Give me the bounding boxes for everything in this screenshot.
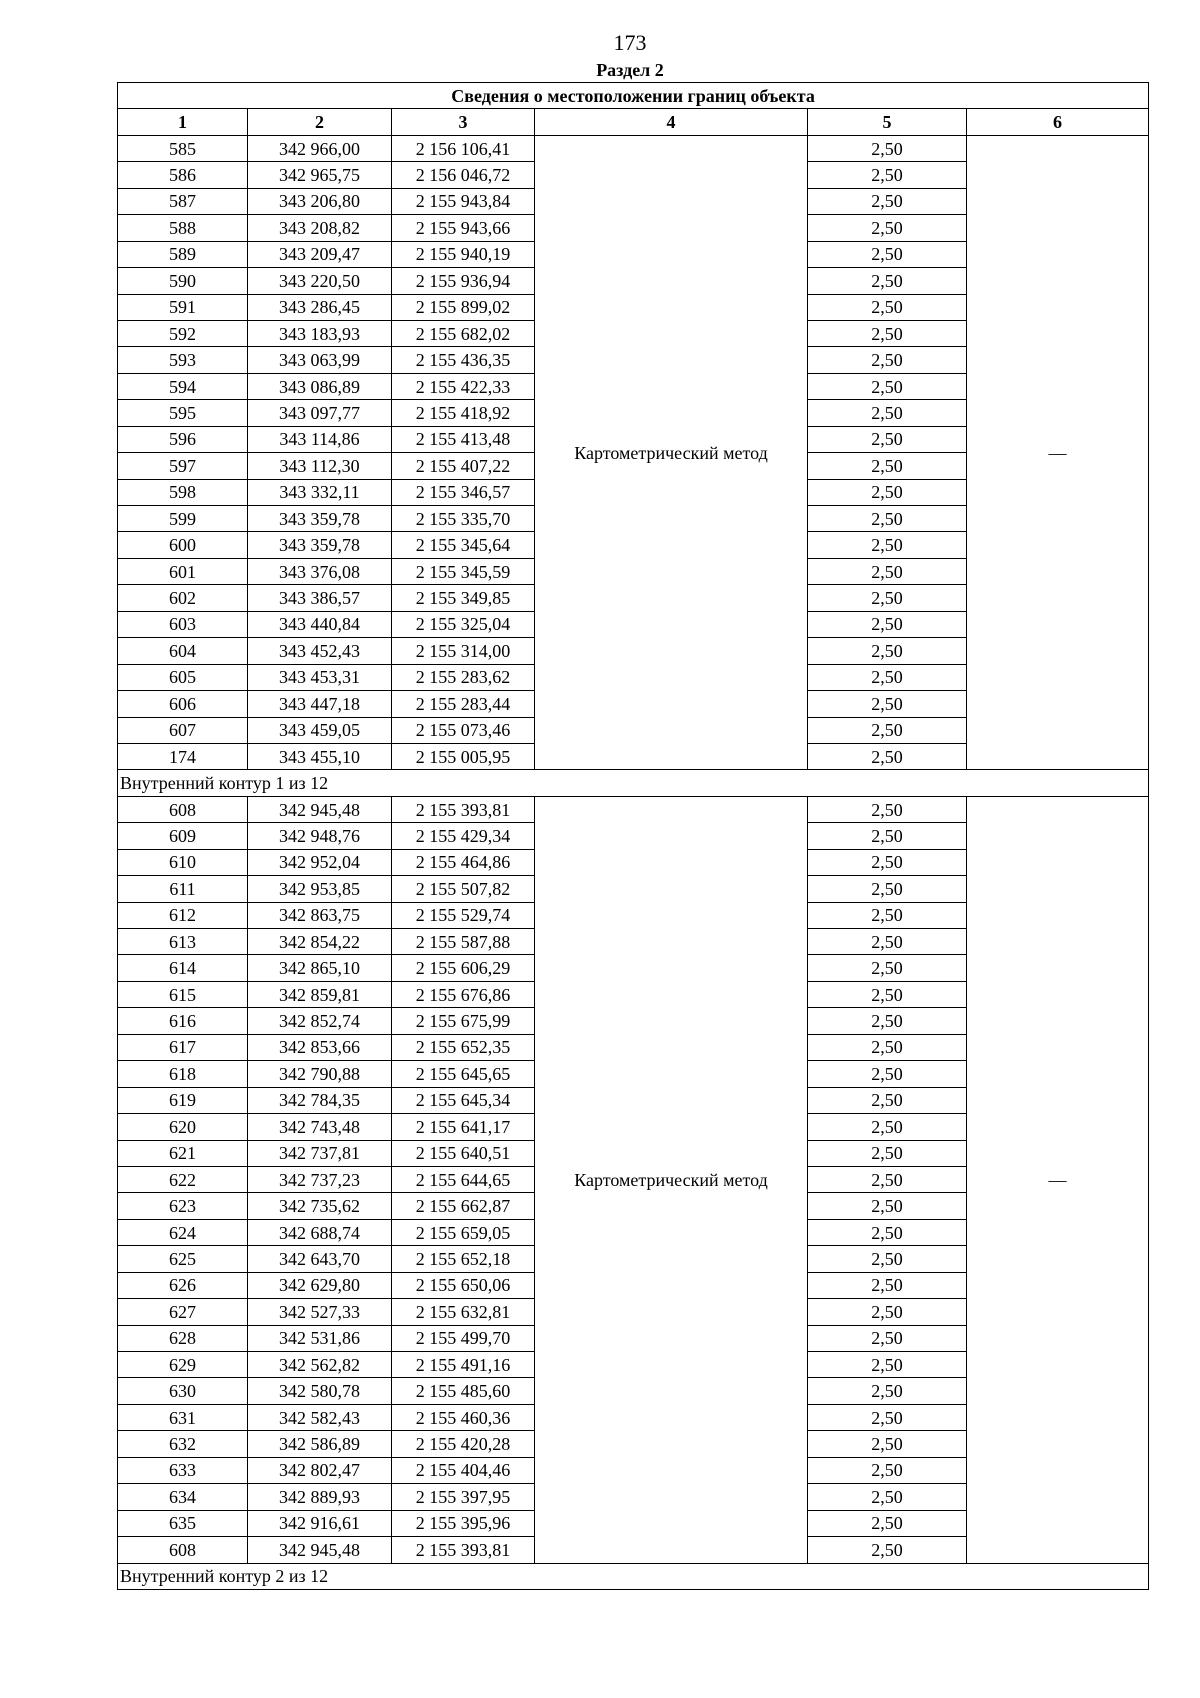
x-coordinate-cell: 342 580,78 [248, 1378, 392, 1404]
y-coordinate-cell: 2 155 345,64 [392, 532, 535, 558]
y-coordinate-cell: 2 155 652,18 [392, 1246, 535, 1272]
point-number-cell: 625 [118, 1246, 248, 1272]
y-coordinate-cell: 2 155 464,86 [392, 849, 535, 875]
y-coordinate-cell: 2 155 073,46 [392, 717, 535, 743]
column-header-row [118, 109, 1149, 135]
y-coordinate-cell: 2 155 404,46 [392, 1457, 535, 1483]
point-number-cell: 610 [118, 849, 248, 875]
point-number-cell: 599 [118, 506, 248, 532]
y-coordinate-cell: 2 155 587,88 [392, 929, 535, 955]
y-coordinate-cell: 2 155 652,35 [392, 1034, 535, 1060]
point-number-cell: 586 [118, 162, 248, 188]
accuracy-cell: 2,50 [808, 1193, 967, 1219]
point-number-cell: 620 [118, 1114, 248, 1140]
point-number-cell: 589 [118, 241, 248, 267]
table-body [118, 135, 1149, 1589]
accuracy-cell: 2,50 [808, 558, 967, 584]
x-coordinate-cell: 342 643,70 [248, 1246, 392, 1272]
column-header: 1 [118, 109, 248, 135]
contour-label-row [118, 1563, 1149, 1589]
y-coordinate-cell: 2 155 460,36 [392, 1404, 535, 1430]
y-coordinate-cell: 2 155 422,33 [392, 373, 535, 399]
y-coordinate-cell: 2 155 632,81 [392, 1299, 535, 1325]
point-number-cell: 604 [118, 638, 248, 664]
x-coordinate-cell: 342 945,48 [248, 1537, 392, 1563]
accuracy-cell: 2,50 [808, 294, 967, 320]
y-coordinate-cell: 2 156 046,72 [392, 162, 535, 188]
accuracy-cell: 2,50 [808, 1087, 967, 1113]
accuracy-cell: 2,50 [808, 743, 967, 769]
accuracy-cell: 2,50 [808, 426, 967, 452]
y-coordinate-cell: 2 155 640,51 [392, 1140, 535, 1166]
accuracy-cell: 2,50 [808, 1299, 967, 1325]
x-coordinate-cell: 343 447,18 [248, 691, 392, 717]
point-number-cell: 594 [118, 373, 248, 399]
y-coordinate-cell: 2 155 682,02 [392, 320, 535, 346]
accuracy-cell: 2,50 [808, 796, 967, 822]
y-coordinate-cell: 2 155 283,44 [392, 691, 535, 717]
point-number-cell: 587 [118, 188, 248, 214]
accuracy-cell: 2,50 [808, 1484, 967, 1510]
accuracy-cell: 2,50 [808, 1061, 967, 1087]
y-coordinate-cell: 2 155 325,04 [392, 611, 535, 637]
x-coordinate-cell: 342 863,75 [248, 902, 392, 928]
point-number-cell: 595 [118, 400, 248, 426]
y-coordinate-cell: 2 155 314,00 [392, 638, 535, 664]
y-coordinate-cell: 2 155 606,29 [392, 955, 535, 981]
y-coordinate-cell: 2 155 420,28 [392, 1431, 535, 1457]
contour-label-row [118, 770, 1149, 796]
column-header: 4 [535, 109, 808, 135]
x-coordinate-cell: 342 916,61 [248, 1510, 392, 1536]
table-row [118, 135, 1149, 161]
point-number-cell: 631 [118, 1404, 248, 1430]
y-coordinate-cell: 2 155 645,34 [392, 1087, 535, 1113]
accuracy-cell: 2,50 [808, 585, 967, 611]
x-coordinate-cell: 343 359,78 [248, 532, 392, 558]
column-header: 6 [967, 109, 1149, 135]
point-number-cell: 616 [118, 1008, 248, 1034]
accuracy-cell: 2,50 [808, 611, 967, 637]
column-header: 2 [248, 109, 392, 135]
x-coordinate-cell: 343 453,31 [248, 664, 392, 690]
accuracy-cell: 2,50 [808, 1140, 967, 1166]
y-coordinate-cell: 2 155 499,70 [392, 1325, 535, 1351]
x-coordinate-cell: 343 097,77 [248, 400, 392, 426]
point-number-cell: 596 [118, 426, 248, 452]
point-number-cell: 619 [118, 1087, 248, 1113]
accuracy-cell: 2,50 [808, 241, 967, 267]
point-number-cell: 634 [118, 1484, 248, 1510]
accuracy-cell: 2,50 [808, 1008, 967, 1034]
accuracy-cell: 2,50 [808, 1404, 967, 1430]
accuracy-cell: 2,50 [808, 1537, 967, 1563]
point-number-cell: 603 [118, 611, 248, 637]
accuracy-cell: 2,50 [808, 532, 967, 558]
accuracy-cell: 2,50 [808, 506, 967, 532]
x-coordinate-cell: 342 889,93 [248, 1484, 392, 1510]
accuracy-cell: 2,50 [808, 373, 967, 399]
x-coordinate-cell: 342 802,47 [248, 1457, 392, 1483]
accuracy-cell: 2,50 [808, 453, 967, 479]
point-number-cell: 590 [118, 268, 248, 294]
y-coordinate-cell: 2 155 349,85 [392, 585, 535, 611]
y-coordinate-cell: 2 155 491,16 [392, 1352, 535, 1378]
y-coordinate-cell: 2 155 662,87 [392, 1193, 535, 1219]
accuracy-cell: 2,50 [808, 955, 967, 981]
point-number-cell: 601 [118, 558, 248, 584]
point-number-cell: 609 [118, 823, 248, 849]
x-coordinate-cell: 343 209,47 [248, 241, 392, 267]
point-number-cell: 591 [118, 294, 248, 320]
accuracy-cell: 2,50 [808, 1272, 967, 1298]
x-coordinate-cell: 342 737,81 [248, 1140, 392, 1166]
x-coordinate-cell: 343 208,82 [248, 215, 392, 241]
y-coordinate-cell: 2 155 659,05 [392, 1219, 535, 1245]
point-number-cell: 174 [118, 743, 248, 769]
column-header: 3 [392, 109, 535, 135]
x-coordinate-cell: 343 452,43 [248, 638, 392, 664]
y-coordinate-cell: 2 155 429,34 [392, 823, 535, 849]
accuracy-cell: 2,50 [808, 664, 967, 690]
point-number-cell: 585 [118, 135, 248, 161]
accuracy-cell: 2,50 [808, 1034, 967, 1060]
x-coordinate-cell: 342 629,80 [248, 1272, 392, 1298]
point-number-cell: 598 [118, 479, 248, 505]
accuracy-cell: 2,50 [808, 1352, 967, 1378]
point-number-cell: 607 [118, 717, 248, 743]
accuracy-cell: 2,50 [808, 1378, 967, 1404]
x-coordinate-cell: 342 853,66 [248, 1034, 392, 1060]
point-number-cell: 622 [118, 1166, 248, 1192]
accuracy-cell: 2,50 [808, 400, 967, 426]
point-number-cell: 608 [118, 796, 248, 822]
y-coordinate-cell: 2 155 936,94 [392, 268, 535, 294]
y-coordinate-cell: 2 155 675,99 [392, 1008, 535, 1034]
accuracy-cell: 2,50 [808, 1219, 967, 1245]
point-number-cell: 617 [118, 1034, 248, 1060]
point-number-cell: 597 [118, 453, 248, 479]
y-coordinate-cell: 2 155 393,81 [392, 796, 535, 822]
x-coordinate-cell: 343 332,11 [248, 479, 392, 505]
y-coordinate-cell: 2 155 676,86 [392, 981, 535, 1007]
accuracy-cell: 2,50 [808, 347, 967, 373]
method-cell: Картометрический метод [535, 135, 808, 770]
point-number-cell: 605 [118, 664, 248, 690]
point-number-cell: 627 [118, 1299, 248, 1325]
x-coordinate-cell: 342 743,48 [248, 1114, 392, 1140]
description-cell: — [967, 135, 1149, 770]
point-number-cell: 608 [118, 1537, 248, 1563]
description-cell: — [967, 796, 1149, 1563]
x-coordinate-cell: 342 527,33 [248, 1299, 392, 1325]
y-coordinate-cell: 2 155 005,95 [392, 743, 535, 769]
accuracy-cell: 2,50 [808, 1246, 967, 1272]
accuracy-cell: 2,50 [808, 1325, 967, 1351]
point-number-cell: 628 [118, 1325, 248, 1351]
x-coordinate-cell: 342 965,75 [248, 162, 392, 188]
point-number-cell: 632 [118, 1431, 248, 1457]
x-coordinate-cell: 342 966,00 [248, 135, 392, 161]
point-number-cell: 600 [118, 532, 248, 558]
x-coordinate-cell: 342 865,10 [248, 955, 392, 981]
x-coordinate-cell: 342 852,74 [248, 1008, 392, 1034]
point-number-cell: 624 [118, 1219, 248, 1245]
point-number-cell: 611 [118, 876, 248, 902]
accuracy-cell: 2,50 [808, 638, 967, 664]
x-coordinate-cell: 342 784,35 [248, 1087, 392, 1113]
x-coordinate-cell: 342 562,82 [248, 1352, 392, 1378]
y-coordinate-cell: 2 155 485,60 [392, 1378, 535, 1404]
x-coordinate-cell: 342 735,62 [248, 1193, 392, 1219]
x-coordinate-cell: 342 790,88 [248, 1061, 392, 1087]
x-coordinate-cell: 342 531,86 [248, 1325, 392, 1351]
point-number-cell: 614 [118, 955, 248, 981]
x-coordinate-cell: 343 286,45 [248, 294, 392, 320]
y-coordinate-cell: 2 155 395,96 [392, 1510, 535, 1536]
accuracy-cell: 2,50 [808, 1114, 967, 1140]
contour-label: Внутренний контур 1 из 12 [118, 770, 1149, 796]
point-number-cell: 618 [118, 1061, 248, 1087]
accuracy-cell: 2,50 [808, 162, 967, 188]
y-coordinate-cell: 2 155 650,06 [392, 1272, 535, 1298]
method-cell: Картометрический метод [535, 796, 808, 1563]
x-coordinate-cell: 342 948,76 [248, 823, 392, 849]
x-coordinate-cell: 342 737,23 [248, 1166, 392, 1192]
point-number-cell: 635 [118, 1510, 248, 1536]
x-coordinate-cell: 342 952,04 [248, 849, 392, 875]
x-coordinate-cell: 342 586,89 [248, 1431, 392, 1457]
y-coordinate-cell: 2 155 529,74 [392, 902, 535, 928]
accuracy-cell: 2,50 [808, 981, 967, 1007]
y-coordinate-cell: 2 155 418,92 [392, 400, 535, 426]
point-number-cell: 606 [118, 691, 248, 717]
x-coordinate-cell: 343 206,80 [248, 188, 392, 214]
x-coordinate-cell: 343 183,93 [248, 320, 392, 346]
column-header: 5 [808, 109, 967, 135]
x-coordinate-cell: 343 086,89 [248, 373, 392, 399]
x-coordinate-cell: 343 459,05 [248, 717, 392, 743]
point-number-cell: 630 [118, 1378, 248, 1404]
table-caption-row [118, 83, 1149, 109]
y-coordinate-cell: 2 155 283,62 [392, 664, 535, 690]
x-coordinate-cell: 342 945,48 [248, 796, 392, 822]
x-coordinate-cell: 343 440,84 [248, 611, 392, 637]
x-coordinate-cell: 343 063,99 [248, 347, 392, 373]
accuracy-cell: 2,50 [808, 268, 967, 294]
point-number-cell: 593 [118, 347, 248, 373]
point-number-cell: 612 [118, 902, 248, 928]
x-coordinate-cell: 342 582,43 [248, 1404, 392, 1430]
y-coordinate-cell: 2 155 346,57 [392, 479, 535, 505]
x-coordinate-cell: 342 953,85 [248, 876, 392, 902]
accuracy-cell: 2,50 [808, 215, 967, 241]
accuracy-cell: 2,50 [808, 1510, 967, 1536]
accuracy-cell: 2,50 [808, 1431, 967, 1457]
point-number-cell: 613 [118, 929, 248, 955]
point-number-cell: 602 [118, 585, 248, 611]
boundary-table [117, 82, 1149, 1590]
page-number: 173 [613, 30, 647, 55]
x-coordinate-cell: 343 359,78 [248, 506, 392, 532]
y-coordinate-cell: 2 155 943,84 [392, 188, 535, 214]
y-coordinate-cell: 2 155 899,02 [392, 294, 535, 320]
x-coordinate-cell: 343 114,86 [248, 426, 392, 452]
x-coordinate-cell: 342 859,81 [248, 981, 392, 1007]
y-coordinate-cell: 2 155 413,48 [392, 426, 535, 452]
table-caption: Сведения о местоположении границ объекта [118, 83, 1149, 109]
accuracy-cell: 2,50 [808, 717, 967, 743]
accuracy-cell: 2,50 [808, 188, 967, 214]
y-coordinate-cell: 2 155 436,35 [392, 347, 535, 373]
y-coordinate-cell: 2 155 397,95 [392, 1484, 535, 1510]
accuracy-cell: 2,50 [808, 902, 967, 928]
x-coordinate-cell: 343 376,08 [248, 558, 392, 584]
accuracy-cell: 2,50 [808, 135, 967, 161]
y-coordinate-cell: 2 155 644,65 [392, 1166, 535, 1192]
y-coordinate-cell: 2 156 106,41 [392, 135, 535, 161]
point-number-cell: 588 [118, 215, 248, 241]
x-coordinate-cell: 343 112,30 [248, 453, 392, 479]
x-coordinate-cell: 343 386,57 [248, 585, 392, 611]
point-number-cell: 592 [118, 320, 248, 346]
y-coordinate-cell: 2 155 645,65 [392, 1061, 535, 1087]
y-coordinate-cell: 2 155 335,70 [392, 506, 535, 532]
accuracy-cell: 2,50 [808, 929, 967, 955]
y-coordinate-cell: 2 155 507,82 [392, 876, 535, 902]
accuracy-cell: 2,50 [808, 1457, 967, 1483]
accuracy-cell: 2,50 [808, 823, 967, 849]
x-coordinate-cell: 342 688,74 [248, 1219, 392, 1245]
x-coordinate-cell: 342 854,22 [248, 929, 392, 955]
accuracy-cell: 2,50 [808, 849, 967, 875]
y-coordinate-cell: 2 155 407,22 [392, 453, 535, 479]
accuracy-cell: 2,50 [808, 691, 967, 717]
table-row [118, 796, 1149, 822]
section-title: Раздел 2 [596, 60, 664, 80]
y-coordinate-cell: 2 155 393,81 [392, 1537, 535, 1563]
point-number-cell: 626 [118, 1272, 248, 1298]
accuracy-cell: 2,50 [808, 479, 967, 505]
y-coordinate-cell: 2 155 943,66 [392, 215, 535, 241]
y-coordinate-cell: 2 155 345,59 [392, 558, 535, 584]
x-coordinate-cell: 343 455,10 [248, 743, 392, 769]
accuracy-cell: 2,50 [808, 1166, 967, 1192]
y-coordinate-cell: 2 155 641,17 [392, 1114, 535, 1140]
point-number-cell: 629 [118, 1352, 248, 1378]
y-coordinate-cell: 2 155 940,19 [392, 241, 535, 267]
accuracy-cell: 2,50 [808, 876, 967, 902]
accuracy-cell: 2,50 [808, 320, 967, 346]
point-number-cell: 633 [118, 1457, 248, 1483]
contour-label: Внутренний контур 2 из 12 [118, 1563, 1149, 1589]
point-number-cell: 623 [118, 1193, 248, 1219]
point-number-cell: 621 [118, 1140, 248, 1166]
x-coordinate-cell: 343 220,50 [248, 268, 392, 294]
point-number-cell: 615 [118, 981, 248, 1007]
